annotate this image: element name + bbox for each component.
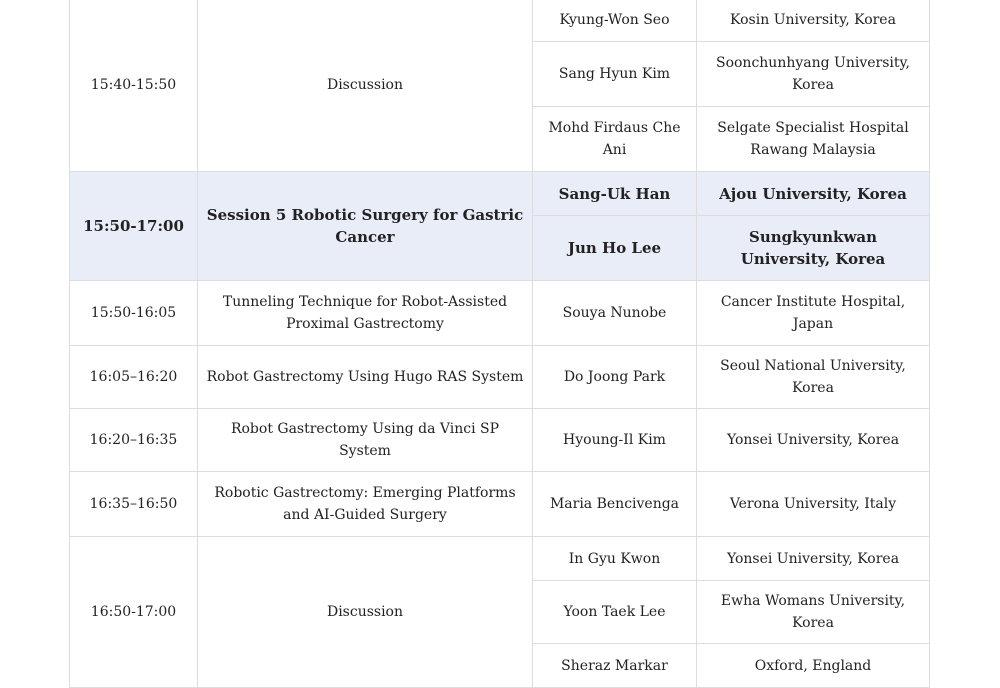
table-row [70,0,930,42]
topic-cell: Robotic Gastrectomy: Emerging Platforms and AI-Guided Surgery [198,472,533,537]
topic-cell: Robot Gastrectomy Using da Vinci SP System [198,409,533,472]
speaker-affiliation: Ewha Womans University, Korea [697,581,930,644]
time-cell: 15:40-15:50 [70,0,198,172]
chair-affiliation: Ajou University, Korea [697,172,930,216]
program-table [69,0,930,688]
program-table-container [69,0,929,688]
speaker-name: Maria Bencivenga [533,472,697,537]
table-row [70,281,930,346]
speaker-affiliation: Selgate Specialist Hospital Rawang Malaysia [697,107,930,172]
speaker-name: Mohd Firdaus Che Ani [533,107,697,172]
speaker-affiliation: Soonchunhyang University, Korea [697,42,930,107]
session-header-row [70,172,930,216]
time-cell: 16:05–16:20 [70,346,198,409]
speaker-name: Sang Hyun Kim [533,42,697,107]
speaker-affiliation: Verona University, Italy [697,472,930,537]
speaker-name: In Gyu Kwon [533,537,697,581]
session-time: 15:50-17:00 [70,172,198,281]
time-cell: 16:20–16:35 [70,409,198,472]
topic-cell: Discussion [198,537,533,688]
speaker-affiliation: Kosin University, Korea [697,0,930,42]
session-title: Session 5 Robotic Surgery for Gastric Cancer [198,172,533,281]
speaker-affiliation: Cancer Institute Hospital, Japan [697,281,930,346]
table-row [70,346,930,409]
topic-cell: Tunneling Technique for Robot-Assisted Proximal Gastrectomy [198,281,533,346]
table-row [70,409,930,472]
speaker-affiliation: Seoul National University, Korea [697,346,930,409]
time-cell: 15:50-16:05 [70,281,198,346]
chair-name: Jun Ho Lee [533,216,697,281]
speaker-name: Kyung-Won Seo [533,0,697,42]
speaker-name: Do Joong Park [533,346,697,409]
speaker-affiliation: Yonsei University, Korea [697,409,930,472]
speaker-name: Hyoung-Il Kim [533,409,697,472]
time-cell: 16:35–16:50 [70,472,198,537]
speaker-affiliation: Yonsei University, Korea [697,537,930,581]
chair-name: Sang-Uk Han [533,172,697,216]
chair-affiliation: Sungkyunkwan University, Korea [697,216,930,281]
table-row [70,537,930,581]
topic-cell: Robot Gastrectomy Using Hugo RAS System [198,346,533,409]
time-cell: 16:50-17:00 [70,537,198,688]
speaker-affiliation: Oxford, England [697,644,930,688]
speaker-name: Sheraz Markar [533,644,697,688]
speaker-name: Souya Nunobe [533,281,697,346]
topic-cell: Discussion [198,0,533,172]
speaker-name: Yoon Taek Lee [533,581,697,644]
table-row [70,472,930,537]
